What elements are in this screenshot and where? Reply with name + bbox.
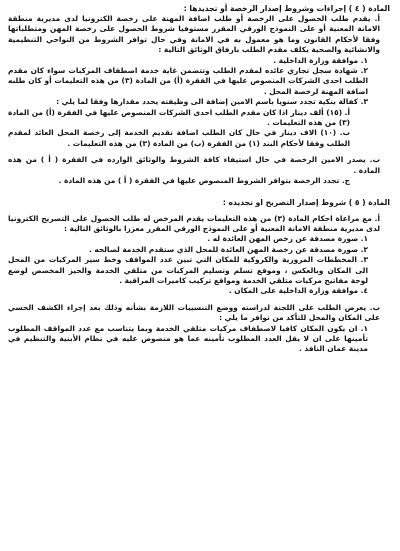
article-5-item-3: ٣. المخططات المرورية والكروكية للمكان التي تبين عدد المواقف وخط سير المركبات من المحل الى المكان وبالعكس ، وموقع تسلم وتسليم المركبات من متلقي الخدمة والحيز المخصص لوضع لوحة مفاتيح مركبات متلقي الخدمة ومواقع تركيب كاميرات المراقبة . (8, 255, 368, 285)
article-4-item-1: ١. موافقة وزارة الداخلية . (273, 55, 368, 65)
article-4-item-3-subclause-b: ب. (١٠) الاف دينار في حال كان الطلب اضافة تقديم الخدمة إلى رخصة المحل العائد لمقدم الطلب وفقا لأحكام البند (١) من الفقرة (ب) من المادة (٣) من هذه التعليمات . (8, 128, 351, 148)
article-5-heading: المادة ( ٥ ) شروط إصدار التصريح او تجديده : (222, 197, 390, 207)
article-4-clause-c: ج. تجدد الرخصة بتوافر الشروط المنصوص عليها في الفقرة ( أ ) من هذه المادة . (58, 176, 350, 186)
article-4-clause-a: أ. يقدم طلب الحصول على الرخصة أو طلب اضافة المهنة على رخصة الكترونيا لدى مديرية منطقة الامانة المعنية أو على النموذج الورقي المقرر مستوفيا شروط الحصول على رخصة المهن ومتطلباتها وفقا لأحكام القانون وما هو معمول به في الامانة وفي حال توافر الشروط من النواحي التنظيمية والانشائية والصحية يكلف مقدم الطلب بارفاق الوثائق التالية : (8, 14, 380, 55)
article-5-clause-b: ب. يعرض الطلب على اللجنة لدراسته ووضع التنسيبات اللازمة بشأنه وذلك بعد إجراء الكشف الحسي على المكان والمحل للتأكد من توافر ما يلي : (8, 302, 380, 323)
article-4-item-3: ٣. كفالة بنكية تجدد سنويا باسم الامين إضافة الى وظيفته يحدد مقدارها وفقا لما يلي : (56, 97, 368, 107)
article-5-clause-b-item-1: ١. ان يكون المكان كافيا لاصطفاف مركبات متلقي الخدمة وبما يتناسب مع عدد المواقف المطلوب تأمينها على ان لا يقل العدد المطلوب تأمينه عما هو منصوص عليه في نظام الأبنية والتنظيم في مدينة عمان النافذ . (8, 323, 368, 354)
article-4-heading: المادة ( ٤ ) إجراءات وشروط إصدار الرخصة أو تجديدها : (183, 4, 390, 13)
article-4-clause-b: ب. يصدر الامين الرخصة في حال استيفاء كافة الشروط والوثائق الوارده في الفقرة ( أ ) من هذه المادة . (8, 155, 380, 175)
article-5-item-2: ٢. صورة مصدقة عن رخصة المهن العائدة للمحل الذي ستقدم الخدمة لصالحه . (88, 244, 368, 254)
article-4-item-2: ٢. شهادة سجل تجاري عائده لمقدم الطلب وتتضمن غاية خدمة اصطفاف المركبات سواء كان مقدم الطلب احدى الشركات المنصوص عليها في الفقرة (أ) من المادة (٣) من هذه التعليمات أو كان طلبه اضافة المهنة لرخصة المحل . (8, 66, 368, 96)
article-5-item-1: ١. صورة مصدقة عن رخص المهن العائدة له . (207, 234, 368, 244)
article-4-item-3-subclause-a: أ. (١٥) ألف دينار اذا كان مقدم الطلب احدى الشركات المنصوص عليها في الفقرة (أ) من المادة (٣) من هذه التعليمات . (8, 107, 350, 128)
article-5-item-4: ٤. موافقة وزارة الداخلية على المكان . (228, 286, 368, 296)
article-5-clause-a: أ. مع مراعاة احكام المادة (٣) من هذه التعليمات يقدم المرخص له طلب الحصول على التصريح الكترونيا لدى مديرية منطقة الامانة المعنية أو على النموذج الورقي المقرر معززا بالوثائق التالية : (8, 213, 380, 233)
